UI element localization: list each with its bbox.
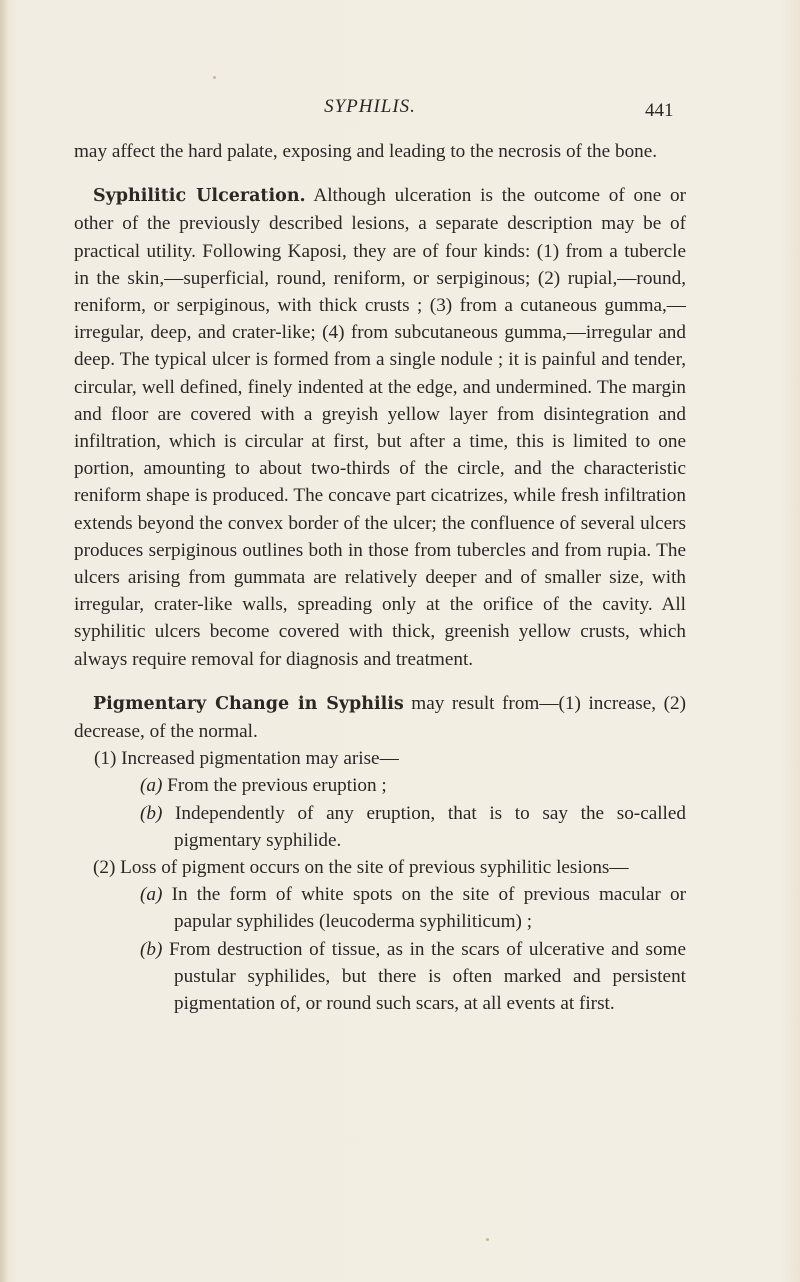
running-title: SYPHILIS. (324, 96, 416, 117)
paragraph-pigmentary-change (74, 690, 686, 745)
sub-item-text: From destruction of tissue, as in the scars of ulcerative and some pustular syphilides, but there is often marked and persistent pigmentation of, or round such scars, at all events at first. (162, 938, 686, 1015)
sub-list-item (74, 772, 686, 799)
sub-item-letter: (a) (140, 884, 163, 906)
sub-item-letter: (b) (140, 938, 163, 960)
section-heading: Pigmentary Change in Syphilis (93, 693, 404, 714)
paragraph-text: may result from—(1) increase, (2) decrease, of the normal. (74, 692, 686, 743)
sub-list-item (74, 881, 686, 935)
running-head (0, 96, 800, 126)
sub-item-letter: (b) (140, 802, 163, 824)
paragraph-text: may affect the hard palate, exposing and leading to the necrosis of the bone. (74, 141, 658, 162)
paragraph-text: Although ulceration is the outcome of one or other of the previously described lesions, a separate description may be of practical utility. Following Kaposi, they are of four kinds: (1) from a tubercle in the skin,—superficial, round, reniform, or serpiginous; (2) rupial,—round, reniform, or serpiginous, with thick crusts ; (3) from a cutaneous gumma,—irregular, deep, and crater-like; (4) from subcutaneous gumma,—irregular and deep. The typical ulcer is formed from a single nodule ; it is painful and tender, circular, well defined, finely indented at the edge, and undermined. The margin and floor are covered with a greyish yellow layer from disintegration and infiltration, which is circular at first, but after a time, this is limited to one portion, amounting to about two-thirds of the circle, and the characteristic reniform shape is produced. The concave part cicatrizes, while fresh infiltration extends beyond the convex border of the ulcer; the confluence of several ulcers produces serpiginous outlines both in those from tubercles and from rupia. The ulcers arising from gummata are relatively deeper and of smaller size, with irregular, crater-like walls, spreading only at the orifice of the cavity. All syphilitic ulcers become covered with thick, greenish yellow crusts, which always require removal for diagnosis and treatment. (74, 185, 686, 670)
list-item (74, 745, 686, 772)
paper-speck (213, 76, 216, 79)
sub-list-item (74, 936, 686, 1018)
list-item-label: (1) Increased pigmentation may arise— (94, 748, 399, 770)
sub-item-text: In the form of white spots on the site of previous macular or papular syphilides (leucoderma syphiliticum) ; (162, 884, 686, 933)
sub-list-item (74, 800, 686, 854)
page-number: 441 (645, 100, 674, 121)
section-heading: Syphilitic Ulceration. (93, 186, 306, 207)
list-item (74, 854, 686, 881)
sub-item-letter: (a) (140, 775, 163, 797)
binding-shadow (0, 0, 8, 1282)
sub-item-text: From the previous eruption ; (162, 775, 387, 797)
paper-speck (486, 1238, 489, 1241)
paragraph-syphilitic-ulceration (74, 182, 686, 673)
paragraph-continuation (74, 138, 686, 165)
body-text (74, 138, 686, 1017)
sub-item-text: Independently of any eruption, that is to say the so-called pigmentary syphilide. (162, 802, 686, 851)
list-item-label: (2) Loss of pigment occurs on the site of previous syphilitic lesions— (93, 857, 629, 879)
